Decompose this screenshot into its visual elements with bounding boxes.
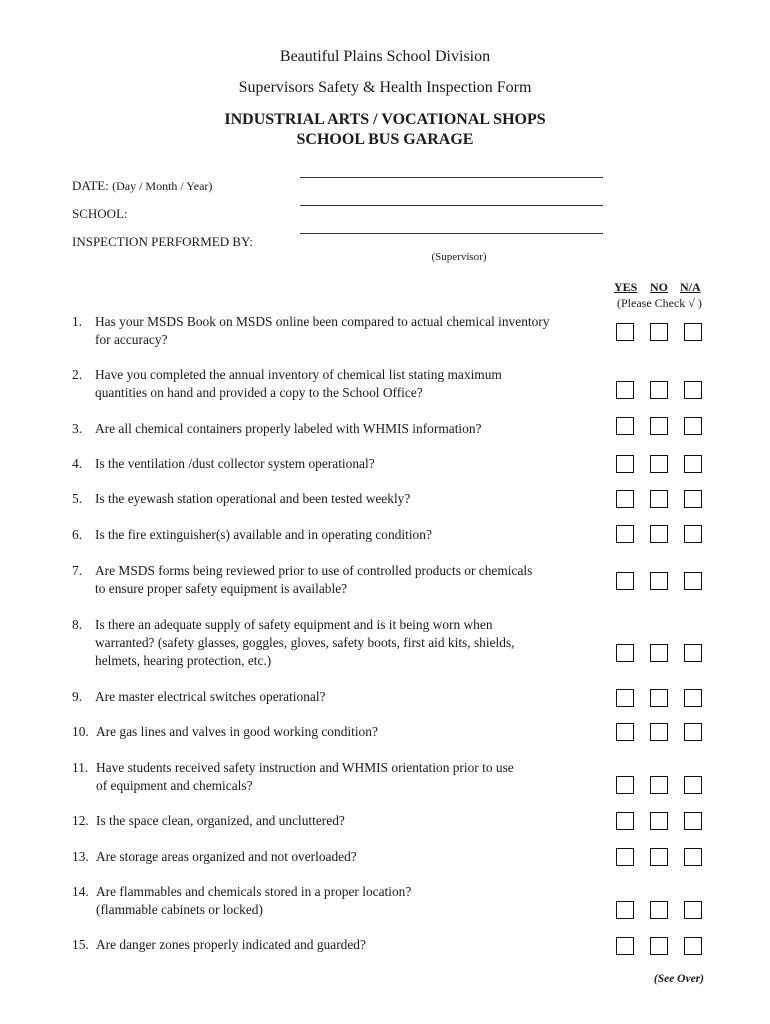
question-item bbox=[72, 936, 612, 954]
no-checkbox[interactable] bbox=[650, 901, 668, 919]
division-title: Beautiful Plains School Division bbox=[279, 48, 491, 65]
question-item bbox=[72, 759, 612, 795]
question-number: 7. bbox=[72, 563, 83, 578]
answer-checkboxes bbox=[616, 644, 706, 663]
question-text: Are danger zones properly indicated and guarded? bbox=[96, 937, 366, 952]
question-item bbox=[72, 313, 612, 349]
answer-checkboxes bbox=[616, 417, 706, 436]
question-item bbox=[72, 562, 612, 598]
inspector-label: INSPECTION PERFORMED BY: bbox=[72, 234, 253, 249]
na-checkbox[interactable] bbox=[684, 381, 702, 399]
question-number: 3. bbox=[72, 421, 83, 436]
school-field-line[interactable] bbox=[300, 205, 603, 206]
na-checkbox[interactable] bbox=[684, 776, 702, 794]
answer-checkboxes bbox=[616, 572, 706, 591]
no-checkbox[interactable] bbox=[650, 323, 668, 341]
date-label-text: DATE: bbox=[72, 178, 109, 193]
yes-checkbox[interactable] bbox=[616, 812, 634, 830]
check-instruction: (Please Check √ ) bbox=[617, 296, 702, 310]
question-number: 15. bbox=[72, 937, 89, 952]
question-number: 13. bbox=[72, 849, 89, 864]
no-checkbox[interactable] bbox=[650, 381, 668, 399]
no-checkbox[interactable] bbox=[650, 776, 668, 794]
question-text: Are all chemical containers properly labeled with WHMIS information? bbox=[95, 421, 482, 436]
no-checkbox[interactable] bbox=[650, 455, 668, 473]
question-number: 12. bbox=[72, 813, 89, 828]
answer-checkboxes bbox=[616, 323, 706, 342]
no-checkbox[interactable] bbox=[650, 525, 668, 543]
question-text: Have students received safety instruction and WHMIS orientation prior to use of equipment and chemicals? bbox=[96, 760, 514, 793]
see-over-note: (See Over) bbox=[653, 973, 704, 985]
question-text: Have you completed the annual inventory of chemical list stating maximum quantities on hand and provided a copy to the School Office? bbox=[95, 367, 502, 400]
no-checkbox[interactable] bbox=[650, 644, 668, 662]
yes-checkbox[interactable] bbox=[616, 848, 634, 866]
question-number: 8. bbox=[72, 617, 83, 632]
form-title: Supervisors Safety & Health Inspection Form bbox=[238, 79, 532, 96]
na-checkbox[interactable] bbox=[684, 723, 702, 741]
question-text: Are gas lines and valves in good working condition? bbox=[96, 724, 378, 739]
yes-checkbox[interactable] bbox=[616, 644, 634, 662]
no-column-header: NO bbox=[650, 280, 668, 294]
question-item bbox=[72, 812, 612, 830]
na-column-header: N/A bbox=[680, 280, 701, 294]
na-checkbox[interactable] bbox=[684, 455, 702, 473]
na-checkbox[interactable] bbox=[684, 417, 702, 435]
answer-checkboxes bbox=[616, 525, 706, 544]
question-number: 4. bbox=[72, 456, 83, 471]
question-number: 1. bbox=[72, 314, 83, 329]
question-text: Is the eyewash station operational and been tested weekly? bbox=[95, 491, 411, 506]
answer-checkboxes bbox=[616, 937, 706, 956]
no-checkbox[interactable] bbox=[650, 812, 668, 830]
yes-column-header: YES bbox=[614, 280, 638, 294]
date-format-hint: (Day / Month / Year) bbox=[112, 179, 213, 193]
question-text: Are master electrical switches operational? bbox=[95, 689, 326, 704]
yes-checkbox[interactable] bbox=[616, 776, 634, 794]
no-checkbox[interactable] bbox=[650, 723, 668, 741]
answer-checkboxes bbox=[616, 381, 706, 400]
yes-checkbox[interactable] bbox=[616, 417, 634, 435]
yes-checkbox[interactable] bbox=[616, 490, 634, 508]
question-text: Are flammables and chemicals stored in a proper location? (flammable cabinets or locked) bbox=[96, 884, 412, 917]
na-checkbox[interactable] bbox=[684, 937, 702, 955]
section-title-garage: SCHOOL BUS GARAGE bbox=[296, 131, 474, 148]
question-text: Is there an adequate supply of safety equipment and is it being worn when warranted? (safety glasses, goggles, gloves, safety boots, first aid kits, shields, helmets, hearing protection, etc.) bbox=[95, 617, 515, 668]
no-checkbox[interactable] bbox=[650, 490, 668, 508]
date-field-line[interactable] bbox=[300, 177, 603, 178]
yes-checkbox[interactable] bbox=[616, 525, 634, 543]
na-checkbox[interactable] bbox=[684, 644, 702, 662]
yes-checkbox[interactable] bbox=[616, 381, 634, 399]
na-checkbox[interactable] bbox=[684, 812, 702, 830]
question-number: 11. bbox=[72, 760, 89, 775]
question-number: 5. bbox=[72, 491, 83, 506]
na-checkbox[interactable] bbox=[684, 572, 702, 590]
question-item bbox=[72, 848, 612, 866]
question-item bbox=[72, 490, 612, 508]
no-checkbox[interactable] bbox=[650, 848, 668, 866]
yes-checkbox[interactable] bbox=[616, 572, 634, 590]
section-title-shops: INDUSTRIAL ARTS / VOCATIONAL SHOPS bbox=[224, 111, 546, 128]
question-number: 9. bbox=[72, 689, 83, 704]
na-checkbox[interactable] bbox=[684, 525, 702, 543]
question-item bbox=[72, 420, 612, 438]
date-label bbox=[72, 178, 212, 194]
question-item bbox=[72, 616, 612, 670]
answer-checkboxes bbox=[616, 723, 706, 742]
answer-checkboxes bbox=[616, 490, 706, 509]
na-checkbox[interactable] bbox=[684, 848, 702, 866]
yes-checkbox[interactable] bbox=[616, 323, 634, 341]
question-text: Are storage areas organized and not overloaded? bbox=[96, 849, 357, 864]
na-checkbox[interactable] bbox=[684, 901, 702, 919]
question-item bbox=[72, 526, 612, 544]
question-number: 10. bbox=[72, 724, 89, 739]
yes-checkbox[interactable] bbox=[616, 937, 634, 955]
yes-checkbox[interactable] bbox=[616, 901, 634, 919]
question-number: 14. bbox=[72, 884, 89, 899]
question-item bbox=[72, 688, 612, 706]
answer-checkboxes bbox=[616, 776, 706, 795]
school-label: SCHOOL: bbox=[72, 206, 128, 221]
question-text: Is the fire extinguisher(s) available and in operating condition? bbox=[95, 527, 432, 542]
yes-checkbox[interactable] bbox=[616, 689, 634, 707]
no-checkbox[interactable] bbox=[650, 572, 668, 590]
question-text: Has your MSDS Book on MSDS online been compared to actual chemical inventory for accuracy? bbox=[95, 314, 550, 347]
answer-checkboxes bbox=[616, 848, 706, 867]
no-checkbox[interactable] bbox=[650, 689, 668, 707]
na-checkbox[interactable] bbox=[684, 490, 702, 508]
supervisor-caption: (Supervisor) bbox=[431, 251, 487, 263]
question-item bbox=[72, 455, 612, 473]
question-item bbox=[72, 366, 612, 402]
question-text: Is the space clean, organized, and uncluttered? bbox=[96, 813, 345, 828]
answer-checkboxes bbox=[616, 689, 706, 708]
question-number: 6. bbox=[72, 527, 83, 542]
yes-checkbox[interactable] bbox=[616, 455, 634, 473]
no-checkbox[interactable] bbox=[650, 417, 668, 435]
yes-checkbox[interactable] bbox=[616, 723, 634, 741]
question-text: Are MSDS forms being reviewed prior to use of controlled products or chemicals to ensure proper safety equipment is available? bbox=[95, 563, 533, 596]
question-item bbox=[72, 883, 612, 919]
na-checkbox[interactable] bbox=[684, 323, 702, 341]
question-text: Is the ventilation /dust collector system operational? bbox=[95, 456, 375, 471]
question-item bbox=[72, 723, 612, 741]
question-number: 2. bbox=[72, 367, 83, 382]
answer-checkboxes bbox=[616, 455, 706, 474]
answer-checkboxes bbox=[616, 812, 706, 831]
inspector-field-line[interactable] bbox=[300, 233, 603, 234]
answer-checkboxes bbox=[616, 901, 706, 920]
no-checkbox[interactable] bbox=[650, 937, 668, 955]
na-checkbox[interactable] bbox=[684, 689, 702, 707]
